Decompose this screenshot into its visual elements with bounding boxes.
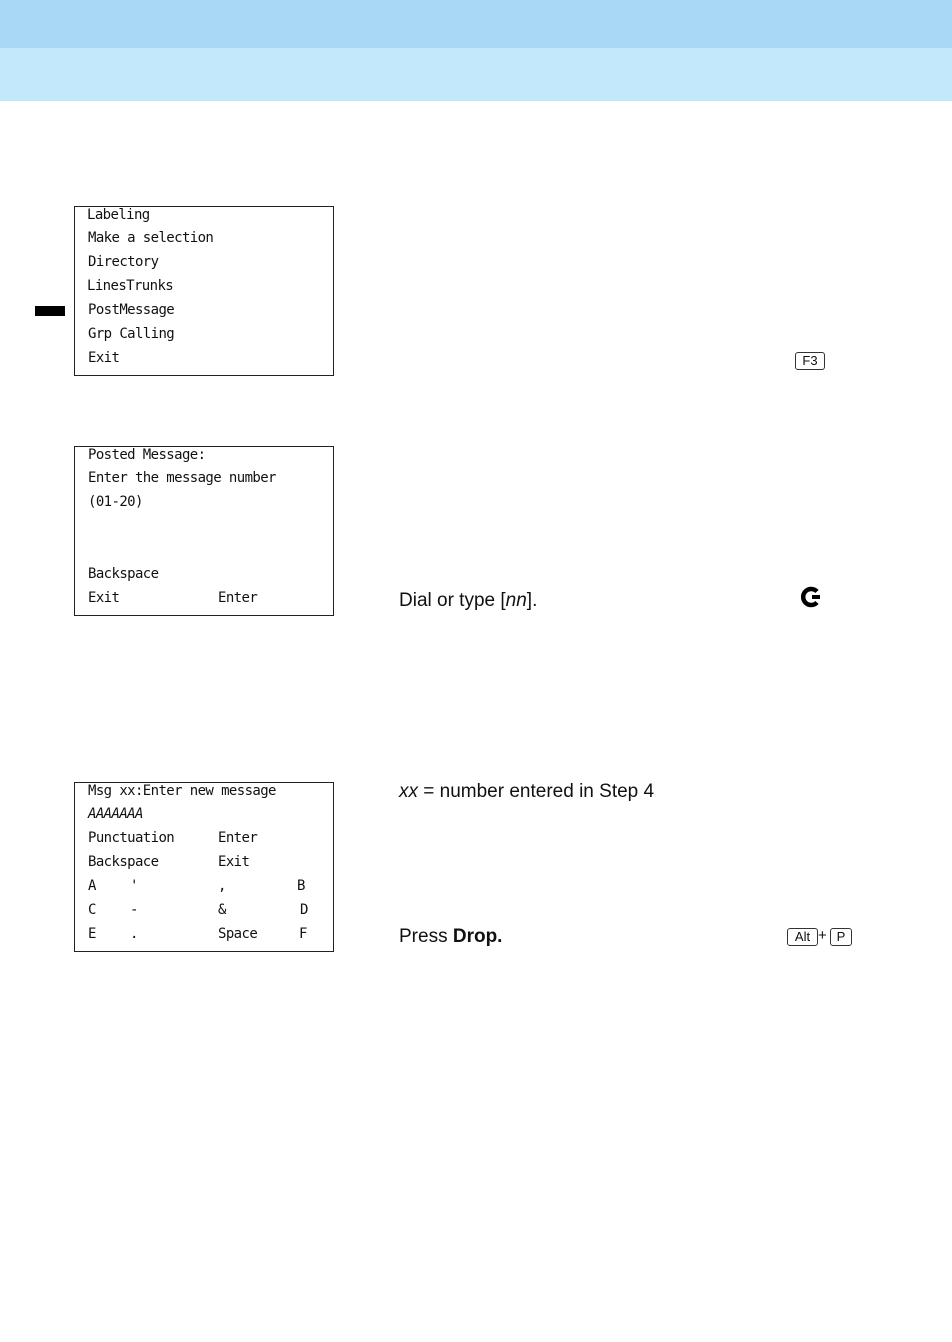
menu-item-grp-calling[interactable]: Grp Calling [88,326,175,342]
menu-item-linestrunks[interactable]: LinesTrunks [87,278,174,294]
enter-option[interactable]: Enter [218,830,258,846]
message-input-value[interactable]: AAAAAAA [88,806,143,822]
new-message-display [74,782,334,952]
backspace-option[interactable]: Backspace [88,854,159,870]
display-title: Labeling [87,207,150,223]
labeling-display [74,206,334,376]
dial-pad-icon [800,586,822,608]
menu-item-exit[interactable]: Exit [88,350,120,366]
selection-marker [35,306,65,316]
enter-option[interactable]: Enter [218,590,258,606]
dial-variable: nn [505,590,527,611]
f3-key: F3 [795,352,825,370]
menu-item-make-selection: Make a selection [88,230,214,246]
p-key: P [830,928,852,946]
exit-option[interactable]: Exit [218,854,250,870]
header-band-bottom [0,48,952,101]
char-period[interactable]: . [130,926,138,942]
char-apostrophe[interactable]: ' [130,878,138,894]
dial-instruction: Dial or type [nn]. [399,590,538,611]
punctuation-option[interactable]: Punctuation [88,830,175,846]
backspace-option[interactable]: Backspace [88,566,159,582]
xx-note: xx = number entered in Step 4 [399,781,655,802]
char-comma[interactable]: , [218,878,226,894]
char-d[interactable]: D [300,902,308,918]
char-f[interactable]: F [299,926,307,942]
exit-option[interactable]: Exit [88,590,120,606]
menu-item-directory[interactable]: Directory [88,254,159,270]
posted-message-display [74,446,334,616]
plus-sign: + [818,927,827,944]
alt-key: Alt [787,928,818,946]
char-e[interactable]: E [88,926,96,942]
prompt-text: Enter the message number [88,470,276,486]
range-text: (01-20) [88,494,143,510]
menu-item-postmessage[interactable]: PostMessage [88,302,175,318]
display-title: Posted Message: [88,447,206,463]
char-row-2 [88,898,311,922]
char-a[interactable]: A [88,878,96,894]
char-b[interactable]: B [297,878,305,894]
header-band-top [0,0,952,48]
display-title: Msg xx:Enter new message [88,783,276,799]
char-row-1 [88,874,311,898]
char-ampersand[interactable]: & [218,902,226,918]
press-drop-instruction: Press Drop. [399,926,503,947]
char-dash[interactable]: - [130,902,138,918]
char-space[interactable]: Space [218,926,258,942]
drop-key-label: Drop. [452,926,503,947]
xx-variable: xx [399,781,418,802]
char-c[interactable]: C [88,902,96,918]
char-row-3 [88,922,311,946]
